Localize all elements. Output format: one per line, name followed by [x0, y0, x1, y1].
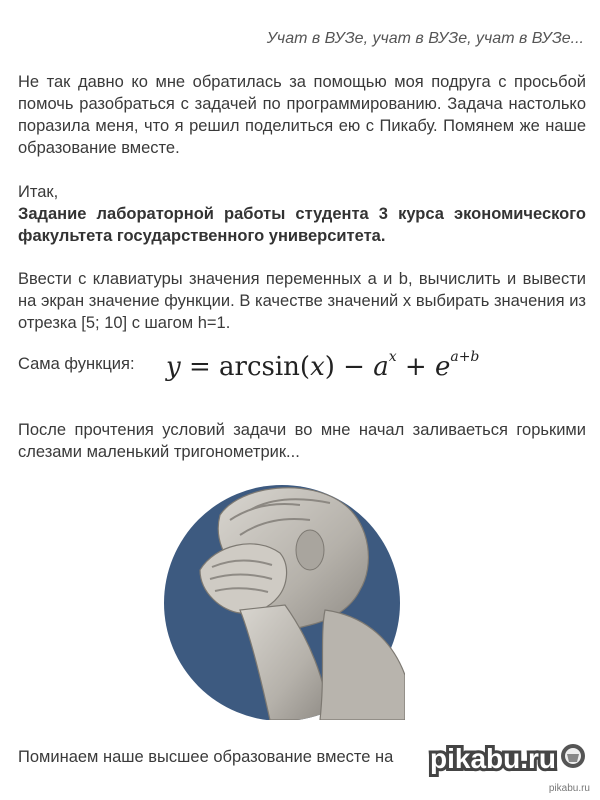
task-heading-paragraph	[18, 181, 586, 247]
formula-close: ) −	[324, 352, 374, 382]
formula-y: y	[166, 352, 181, 382]
formula-a-exponent: x	[388, 349, 397, 365]
function-label: Сама функция:	[18, 355, 135, 373]
formula-plus: +	[396, 352, 435, 382]
intro-word: Итак,	[18, 183, 59, 201]
formula-eq: =	[180, 352, 220, 382]
pikabu-logo-mark	[561, 744, 585, 768]
formula-a: a	[373, 352, 389, 382]
footer-text: Поминаем наше высшее образование вместе на	[18, 748, 394, 766]
intro-paragraph: Не так давно ко мне обратилась за помощью моя подруга с просьбой помочь разобраться с задачей по программированию. Задача настолько поразила меня, что я решил поделиться ею с Пикабу. Помянем же наше образование вместе.	[18, 73, 586, 157]
formula-x: x	[310, 352, 325, 382]
function-formula	[166, 349, 480, 382]
formula-e: e	[434, 352, 451, 382]
pikabu-logo[interactable]	[428, 738, 588, 778]
watermark: pikabu.ru	[548, 783, 590, 794]
pikabu-logo-text: pikabu.ru	[430, 743, 557, 774]
task-title: Задание лабораторной работы студента 3 курса экономического факультета государственного университета.	[18, 205, 586, 245]
task-description: Ввести с клавиатуры значения переменных a и b, вычислить и вывести на экран значение функции. В качестве значений x выбирать значения из отрезка [5; 10] с шагом h=1.	[18, 270, 586, 332]
reaction-paragraph: После прочтения условий задачи во мне начал заливаеться горькими слезами маленький тригонометрик...	[18, 421, 586, 461]
facepalm-statue-icon	[160, 475, 405, 720]
formula-arcsin: arcsin(	[219, 352, 311, 382]
formula-e-exponent: a+b	[450, 349, 480, 365]
epigraph: Учат в ВУЗе, учат в ВУЗе, учат в ВУЗе...	[266, 30, 584, 47]
